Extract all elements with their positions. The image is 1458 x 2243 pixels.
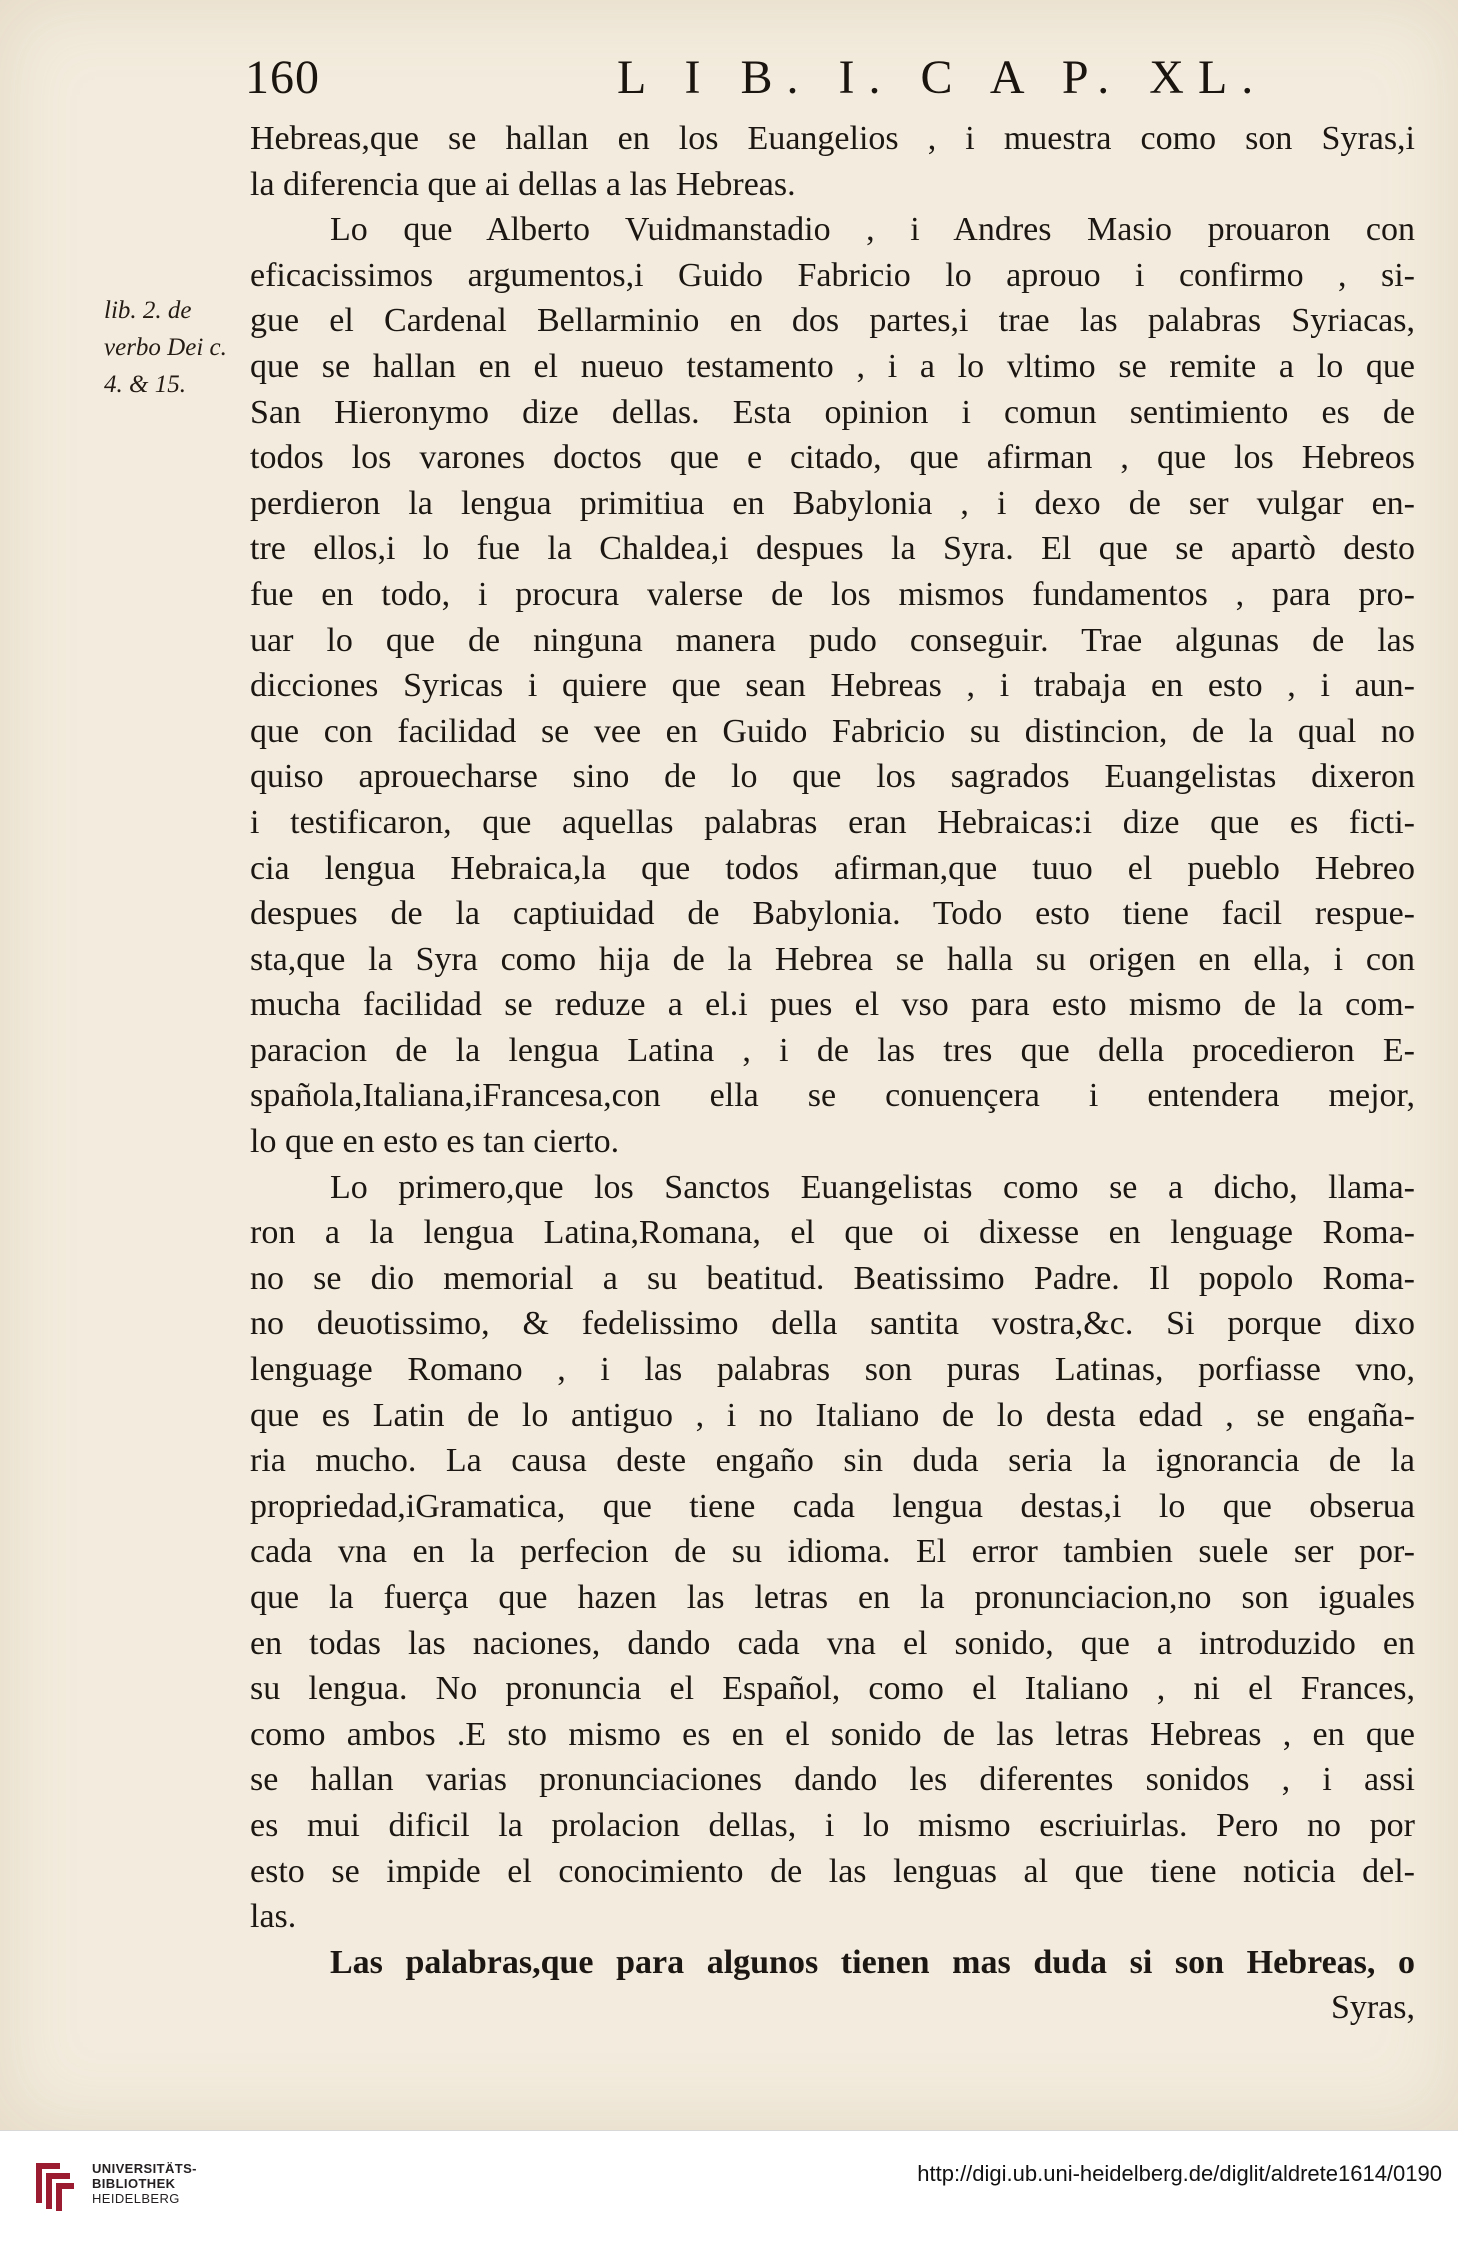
text-line: las. (250, 1898, 297, 1936)
text-line: que es Latin de lo antiguo , i no Italiano de lo desta edad , se engaña- (250, 1396, 1415, 1434)
text-line: ria mucho. La causa deste engaño sin duda seria la ignorancia de la (250, 1442, 1415, 1480)
text-line: eficacissimos argumentos,i Guido Fabricio lo aprouo i confirmo , si- (250, 256, 1415, 294)
text-line: tre ellos,i lo fue la Chaldea,i despues la Syra. El que se apartò desto (250, 530, 1415, 568)
text-line: en todas las naciones, dando cada vna el sonido, que a introduzido en (250, 1624, 1415, 1662)
text-line: fue en todo, i procura valerse de los mismos fundamentos , para pro- (250, 575, 1415, 613)
library-name-line: UNIVERSITÄTS- (92, 2161, 197, 2176)
text-line: cada vna en la perfecion de su idioma. El error tambien suele ser por- (250, 1533, 1415, 1571)
page-number: 160 (245, 51, 320, 104)
source-url-link[interactable]: http://digi.ub.uni-heidelberg.de/diglit/aldrete1614/0190 (917, 2161, 1442, 2186)
text-line: spañola,Italiana,iFrancesa,con ella se conuençera i entendera mejor, (250, 1077, 1415, 1115)
footer-bar (0, 2130, 1458, 2243)
text-line: no se dio memorial a su beatitud. Beatissimo Padre. Il popolo Roma- (250, 1259, 1415, 1297)
text-line: gue el Cardenal Bellarminio en dos partes,i trae las palabras Syriacas, (250, 302, 1415, 340)
library-name-line: BIBLIOTHEK (92, 2176, 176, 2191)
text-line: perdieron la lengua primitiua en Babylonia , i dexo de ser vulgar en- (250, 484, 1415, 522)
text-line: paracion de la lengua Latina , i de las tres que della procedieron E- (250, 1031, 1415, 1069)
margin-note-line: verbo Dei c. (104, 334, 227, 361)
running-head: L I B. I. C A P. XL. (617, 51, 1268, 104)
text-line: su lengua. No pronuncia el Español, como el Italiano , ni el Frances, (250, 1670, 1415, 1708)
text-line: esto se impide el conocimiento de las lenguas al que tiene noticia del- (250, 1852, 1415, 1890)
page-header (245, 50, 1415, 110)
text-line: cia lengua Hebraica,la que todos afirman,que tuuo el pueblo Hebreo (250, 849, 1415, 887)
text-line: Hebreas,que se hallan en los Euangelios , i muestra como son Syras,i (250, 120, 1415, 157)
text-line: i testificaron, que aquellas palabras eran Hebraicas:i dize que es ficti- (250, 803, 1415, 841)
text-line: propriedad,iGramatica, que tiene cada lengua destas,i lo que obserua (250, 1487, 1415, 1525)
text-line: que la fuerça que hazen las letras en la pronunciacion,no son iguales (250, 1579, 1415, 1616)
text-line: no deuotissimo, & fedelissimo della santita vostra,&c. Si porque dixo (250, 1305, 1415, 1343)
text-line: la diferencia que ai dellas a las Hebreas. (250, 165, 796, 203)
text-line: como ambos .E sto mismo es en el sonido de las letras Hebreas , en que (250, 1715, 1415, 1753)
library-logo-icon (30, 2159, 78, 2213)
text-line: uar lo que de ninguna manera pudo conseguir. Trae algunas de las (250, 621, 1415, 659)
text-line: es mui dificil la prolacion dellas, i lo mismo escriuirlas. Pero no por (250, 1806, 1415, 1844)
margin-note (104, 292, 254, 403)
text-line: quiso aprouecharse sino de lo que los sagrados Euangelistas dixeron (250, 758, 1415, 796)
text-line: ron a la lengua Latina,Romana, el que oi dixesse en lenguage Roma- (250, 1214, 1415, 1252)
text-line: lo que en esto es tan cierto. (250, 1123, 620, 1161)
text-line: Lo primero,que los Sanctos Euangelistas como se a dicho, llama- (330, 1168, 1415, 1206)
text-line: que con facilidad se vee en Guido Fabricio su distincion, de la qual no (250, 712, 1415, 750)
text-line: se hallan varias pronunciaciones dando les diferentes sonidos , i assi (250, 1761, 1415, 1799)
margin-note-line: lib. 2. de (104, 297, 192, 324)
text-line: todos los varones doctos que e citado, que afirman , que los Hebreos (250, 439, 1415, 477)
library-name (92, 2161, 197, 2206)
margin-note-line: 4. & 15. (104, 371, 186, 398)
text-line: despues de la captiuidad de Babylonia. Todo esto tiene facil respue- (250, 895, 1415, 933)
text-line: San Hieronymo dize dellas. Esta opinion i comun sentimiento es de (250, 393, 1415, 431)
text-line: lenguage Romano , i las palabras son puras Latinas, porfiasse vno, (250, 1351, 1415, 1389)
text-line: dicciones Syricas i quiere que sean Hebreas , i trabaja en esto , i aun- (250, 667, 1415, 705)
text-line: Lo que Alberto Vuidmanstadio , i Andres Masio prouaron con (330, 211, 1415, 249)
text-line: sta,que la Syra como hija de la Hebrea se halla su origen en ella, i con (250, 940, 1415, 978)
library-name-line: HEIDELBERG (92, 2191, 180, 2206)
text-line: Las palabras,que para algunos tienen mas duda si son Hebreas, o (330, 1943, 1415, 1981)
text-line: mucha facilidad se reduze a el.i pues el vso para esto mismo de la com- (250, 986, 1415, 1024)
body-text (250, 116, 1415, 2031)
catchword: Syras, (1330, 1989, 1415, 2027)
text-line: que se hallan en el nueuo testamento , i a lo vltimo se remite a lo que (250, 347, 1415, 385)
